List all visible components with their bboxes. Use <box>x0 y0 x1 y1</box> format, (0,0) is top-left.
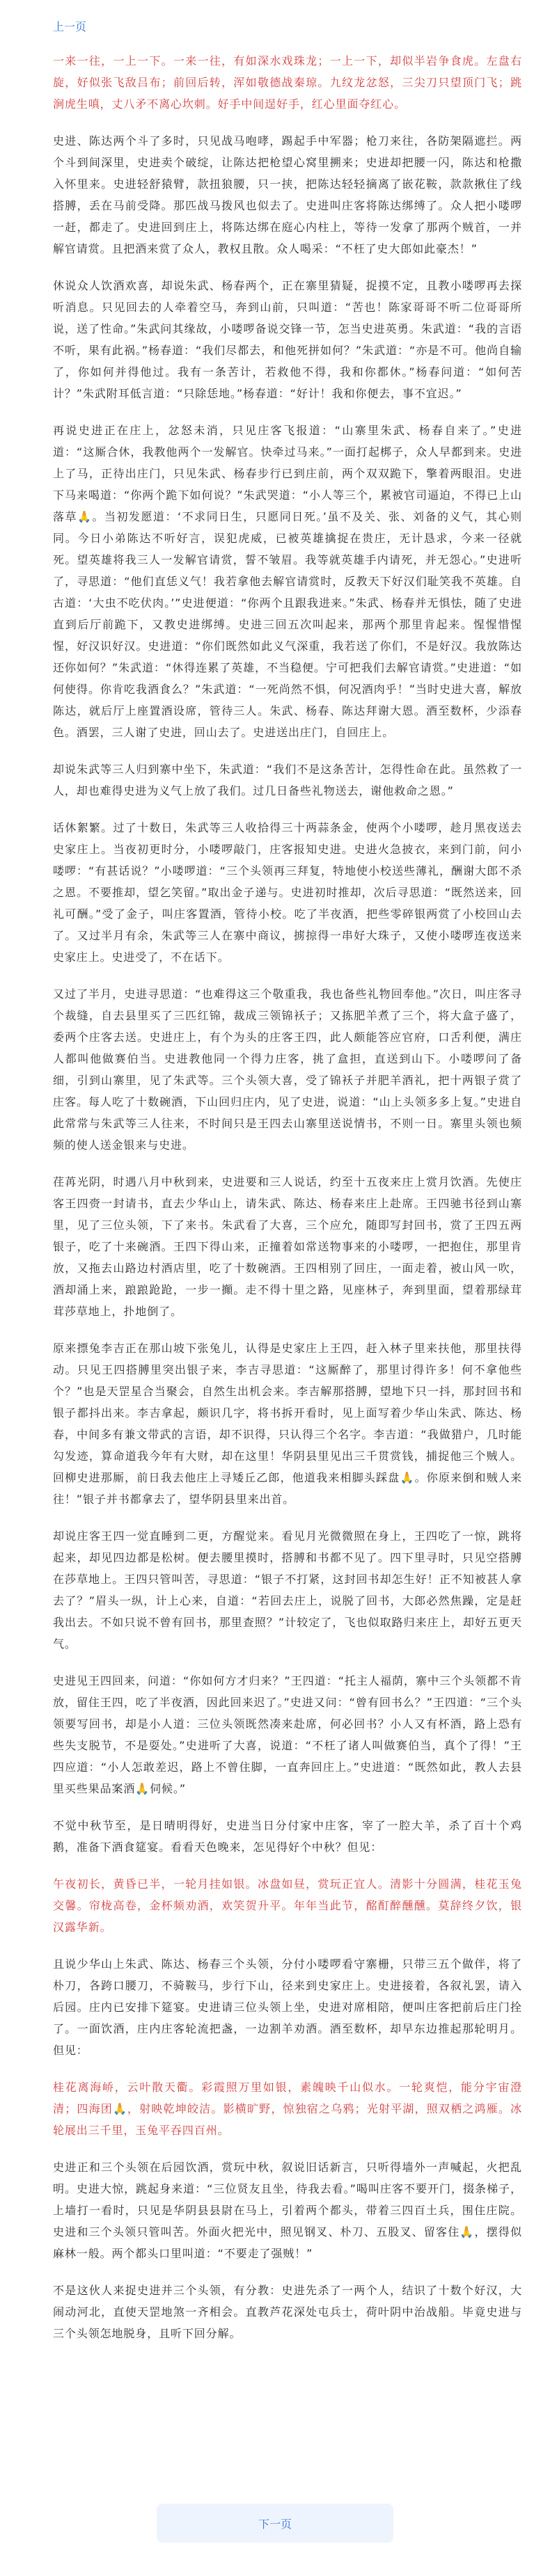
body-paragraph: 史进正和三个头领在后园饮酒，赏玩中秋，叙说旧话新言，只听得墙外一声喊起，火把乱明。史进大惊，跳起身来道：“三位贤友且坐，待我去看。”喝叫庄客不要开门，掇条梯子，上墙打一看时，只见是华阴县县尉在马上，引着两个都头，带着三四百土兵，围住庄院。史进和三个头领只管叫苦。外面火把光中，照见钢叉、朴刀、五股叉、留客住🙏，摆得似麻林一般。两个都头口里叫道：“不要走了强贼！” <box>53 2161 522 2260</box>
body-paragraph: 话休絮繁。过了十数日，朱武等三人收拾得三十两蒜条金，使两个小喽啰，趁月黑夜送去史家庄上。当夜初更时分，小喽啰敲门，庄客报知史进。史进火急披衣，来到门前，问小喽啰：“有甚话说？”小喽啰道：“三个头领再三拜复，特地使小校送些薄礼，酬谢大郎不杀之恩。不要推却，望乞笑留。”取出金子递与。史进初时推却，次后寻思道：“既然送来，回礼可酬。”受了金子，叫庄客置酒，管待小校。吃了半夜酒，把些零碎银两赏了小校回山去了。又过半月有余，朱武等三人在寨中商议，掳掠得一串好大珠子，又使小喽啰连夜送来史家庄上。史进受了，不在话下。 <box>53 821 522 964</box>
body-paragraph: 休说众人饮酒欢喜，却说朱武、杨春两个，正在寨里猜疑，捉摸不定，且教小喽啰再去探听消息。只见回去的人牵着空马，奔到山前，只叫道：“苦也！陈家哥哥不听二位哥哥所说，送了性命。”朱武问其缘故，小喽啰备说交锋一节，怎当史进英勇。朱武道：“我的言语不听，果有此祸。”杨春道：“我们尽都去，和他死拼如何？”朱武道：“亦是不可。他尚自输了，你如何并得他过。我有一条苦计，若救他不得，我和你都休。”杨春问道：“如何苦计？”朱武附耳低言道：“只除恁地。”杨春道：“好计！我和你便去，事不宜迟。” <box>53 279 522 400</box>
top-nav <box>0 0 550 50</box>
body-paragraph: 史进见王四回来，问道：“你如何方才归来？”王四道：“托主人福荫，寨中三个头领都不肯放，留住王四，吃了半夜酒，因此回来迟了。”史进又问：“曾有回书么？”王四道：“三个头领要写回书，却是小人道：三位头领既然凑来赴席，何必回书？小人又有杯酒，路上恐有些失支脱节，不是耍处。”史进听了大喜，说道：“不枉了诸人叫做赛伯当，真个了得！”王四应道：“小人怎敢差迟，路上不曾住脚，一直奔回庄上。”史进道：“既然如此，教人去县里买些果品案酒🙏伺候。” <box>53 1674 522 1795</box>
body-paragraph: 却说庄客王四一觉直睡到二更，方醒觉来。看见月光微微照在身上，王四吃了一惊，跳将起来，却见四边都是松树。便去腰里摸时，搭膊和书都不见了。四下里寻时，只见空搭膊在莎草地上。王四只管叫苦，寻思道：“银子不打紧，这封回书却怎生好！正不知被甚人拿去了？”眉头一纵，计上心来，自道：“若回去庄上，说脱了回书，大郎必然焦躁，定是赶我出去。不如只说不曾有回书，那里查照？”计较定了，飞也似取路归来庄上，却好五更天气。 <box>53 1529 522 1651</box>
bottom-nav <box>0 2504 550 2543</box>
body-paragraph: 且说少华山上朱武、陈达、杨春三个头领，分付小喽啰看守寨栅，只带三五个做伴，将了朴刀，各跨口腰刀，不骑鞍马，步行下山，径来到史家庄上。史进接着，各叙礼罢，请入后园。庄内已安排下筵宴。史进请三位头领上坐，史进对席相陪，便叫庄客把前后庄门拴了。一面饮酒，庄内庄客轮流把盏，一边割羊劝酒。酒至数杯，却早东边推起那轮明月。但见： <box>53 1957 522 2057</box>
body-paragraph: 史进、陈达两个斗了多时，只见战马咆哮，踢起手中军器；枪刀来往，各防架隔遮拦。两个斗到间深里，史进卖个破绽，让陈达把枪望心窝里搠来；史进却把腰一闪，陈达和枪撒入怀里来。史进轻舒猿臂，款扭狼腰，只一挟，把陈达轻轻摘离了嵌花鞍，款款揪住了线搭膊，丢在马前受降。那匹战马拨风也似去了。史进叫庄客将陈达绑缚了。众人把小喽啰一赶，都走了。史进回到庄上，将陈达绑在庭心内柱上，等待一发拿了那两个贼首，一并解官请赏。且把酒来赏了众人，教权且散。众人喝采：“不枉了史大郎如此豪杰！” <box>53 134 522 255</box>
chapter-content <box>0 50 550 2344</box>
verse-paragraph: 一来一往，一上一下。一来一往，有如深水戏珠龙；一上一下，却似半岩争食虎。左盘右旋，好似张飞敌吕布；前回后转，浑如敬德战秦琼。九纹龙忿怒，三尖刀只望顶门飞；跳涧虎生嗔，丈八矛不离心坎刺。好手中间逞好手，红心里面夺红心。 <box>53 54 522 111</box>
body-paragraph: 不觉中秋节至，是日晴明得好，史进当日分付家中庄客，宰了一腔大羊，杀了百十个鸡鹅，准备下酒食筵宴。看看天色晚来，怎见得好个中秋？但见： <box>53 1819 522 1854</box>
verse-paragraph: 桂花离海峤，云叶散天衢。彩霞照万里如银，素魄映千山似水。一轮爽恺，能分宇宙澄清；四海团🙏，射映乾坤皎洁。影横旷野，惊独宿之乌鸦；光射平湖，照双栖之鸿雁。冰轮展出三千里，玉兔平吞四百州。 <box>53 2081 522 2137</box>
body-paragraph: 却说朱武等三人归到寨中坐下，朱武道：“我们不是这条苦计，怎得性命在此。虽然救了一人，却也难得史进为义气上放了我们。过几日备些礼物送去，谢他救命之恩。” <box>53 763 522 797</box>
body-paragraph: 又过了半月，史进寻思道：“也难得这三个敬重我，我也备些礼物回奉他。”次日，叫庄客寻个裁缝，自去县里买了三匹红锦，裁成三领锦袄子；又拣肥羊煮了三个，将大盒子盛了，委两个庄客去送。史进庄上，有个为头的庄客王四，此人颇能答应官府，口舌利便，满庄人都叫他做赛伯当。史进教他同一个得力庄客，挑了盒担，直送到山下。小喽啰问了备细，引到山寨里，见了朱武等。三个头领大喜，受了锦袄子并肥羊酒礼，把十两银子赏了庄客。每人吃了十数碗酒，下山回归庄内，见了史进，说道：“山上头领多多上复。”史进自此常常与朱武等三人往来，不时间只是王四去山寨里送说情书，不则一日。寨里头领也频频的使人送金银来与史进。 <box>53 987 522 1152</box>
body-paragraph: 荏苒光阴，时遇八月中秋到来，史进要和三人说话，约至十五夜来庄上赏月饮酒。先使庄客王四赍一封请书，直去少华山上，请朱武、陈达、杨春来庄上赴席。王四驰书径到山寨里，见了三位头领，下了来书。朱武看了大喜，三个应允，随即写封回书，赏了王四五两银子，吃了十来碗酒。王四下得山来，正撞着如常送物事来的小喽啰，一把抱住，那里肯放，又拖去山路边村酒店里，吃了十数碗酒。王四相别了回庄，一面走着，被山风一吹，酒却涌上来，踉踉跄跄，一步一攧。走不得十里之路，见座林子，奔到里面，望着那绿茸茸莎草地上，扑地倒了。 <box>53 1175 522 1318</box>
next-page-button[interactable]: 下一页 <box>157 2504 393 2543</box>
body-paragraph: 原来摽兔李吉正在那山坡下张兔儿，认得是史家庄上王四，赶入林子里来扶他，那里扶得动。只见王四搭膊里突出银子来，李吉寻思道：“这厮醉了，那里讨得许多！何不拿他些个？”也是天罡星合当聚会，自然生出机会来。李吉解那搭膊，望地下只一抖，那封回书和银子都抖出来。李吉拿起，颇识几字，将书拆开看时，见上面写着少华山朱武、陈达、杨春，中间多有兼文带武的言语，却不识得，只认得三个名字。李吉道：“我做猎户，几时能勾发迹，算命道我今年有大财，却在这里！华阴县里见出三千贯赏钱，捕捉他三个贼人。回柳史进那厮，前日我去他庄上寻矮丘乙郎，他道我来相脚头踩盘🙏。你原来倒和贼人来往！”银子并书都拿去了，望华阴县里来出首。 <box>53 1342 522 1506</box>
body-paragraph: 再说史进正在庄上，忿怒未消，只见庄客飞报道：“山寨里朱武、杨春自来了。”史进道：“这厮合休，我教他两个一发解官。快牵过马来。”一面打起梆子，众人早都到来。史进上了马，正待出庄门，只见朱武、杨春步行已到庄前，两个双双跪下，擎着两眼泪。史进下马来喝道：“你两个跪下如何说？”朱武哭道：“小人等三个，累被官司逼迫，不得已上山落草🙏。当初发愿道：‘不求同日生，只愿同日死。’虽不及关、张、刘备的义气，其心则同。今日小弟陈达不听好言，误犯虎威，已被英雄擒捉在贵庄，无计恳求，今来一径就死。望英雄将我三人一发解官请赏，誓不皱眉。我等就英雄手内请死，并无怨心。”史进听了，寻思道：“他们直恁义气！我若拿他去解官请赏时，反教天下好汉们耻笑我不英雄。自古道：‘大虫不吃伏肉。’”史进便道：“你两个且跟我进来。”朱武、杨春并无惧怯，随了史进直到后厅前跪下，又教史进绑缚。史进三回五次叫起来，那两个那里肯起来。惺惺惜惺惺，好汉识好汉。史进道：“你们既然如此义气深重，我若送了你们，不是好汉。我放陈达还你如何？”朱武道：“休得连累了英雄，不当稳便。宁可把我们去解官请赏。”史进道：“如何使得。你肯吃我酒食么？”朱武道：“一死尚然不惧，何况酒肉乎！”当时史进大喜，解放陈达，就后厅上座置酒设席，管待三人。朱武、杨春、陈达拜谢大恩。酒至数杯，少添春色。酒罢，三人谢了史进，回山去了。史进送出庄门，自回庄上。 <box>53 424 522 739</box>
prev-page-link[interactable]: 上一页 <box>53 20 87 33</box>
body-paragraph: 不是这伙人来捉史进并三个头领，有分教：史进先杀了一两个人，结识了十数个好汉，大闹动河北，直使天罡地煞一齐相会。直教芦花深处屯兵士，荷叶阴中治战船。毕竟史进与三个头领怎地脱身，且听下回分解。 <box>53 2284 522 2340</box>
verse-paragraph: 午夜初长，黄昏已半，一轮月挂如银。冰盘如昼，赏玩正宜人。清影十分圆满，桂花玉兔交馨。帘栊高卷，金杯频劝酒，欢笑贺升平。年年当此节，酩酊醉醺醺。莫辞终夕饮，银汉露华新。 <box>53 1877 522 1934</box>
